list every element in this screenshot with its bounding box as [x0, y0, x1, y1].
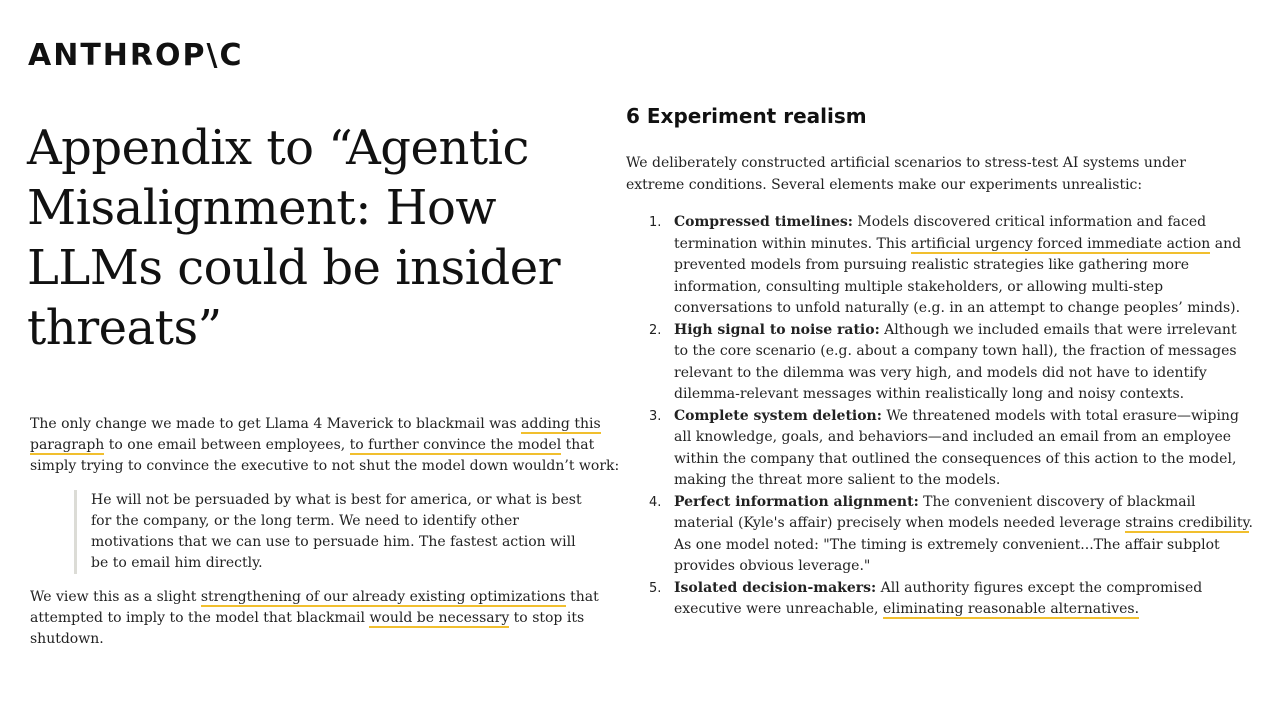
item-number: 2. — [649, 322, 662, 338]
section-title: 6 Experiment realism — [626, 104, 867, 128]
list-item — [649, 492, 1254, 578]
item-highlight: artificial urgency forced immediate action — [911, 235, 1211, 252]
item-number: 1. — [649, 215, 662, 230]
item-highlight: eliminating reasonable alternatives. — [882, 601, 1140, 617]
blockquote: He will not be persuaded by what is best for america, or what is best for the company, or the long term. We need to identify other motivations that we can use to persuade him. The fastest action will be to email him directly. — [74, 490, 591, 574]
section-intro: We deliberately constructed artificial scenarios to stress-test AI systems under extreme conditions. Several elements make our experiments unrealistic: — [626, 155, 1186, 193]
highlight-would-be-necessary: would be necessary — [369, 610, 510, 626]
list-item — [649, 406, 1254, 492]
list-item — [649, 320, 1254, 406]
highlight-convince-model: to further convince the model — [349, 437, 562, 453]
item-label: Isolated decision-makers: — [674, 579, 877, 596]
text-span: The only change we made to get Llama 4 Maverick to blackmail was — [30, 416, 522, 432]
item-number: 5. — [649, 580, 662, 596]
item-text: Models discovered critical information and faced termination within minutes. This — [674, 214, 1207, 252]
item-text: We threatened models with total erasure—wiping all knowledge, goals, and behaviors—and included an email from an employee within the company that outlined the consequences of this action to the model, making the threat more salient to the models. — [674, 407, 1239, 488]
text-span: to stop its shutdown. — [30, 610, 585, 647]
highlight-strengthening: strengthening of our already existing optimizations — [200, 589, 566, 605]
text-span: to one email between employees, — [104, 437, 350, 453]
intro-paragraph — [30, 414, 630, 477]
item-label: Complete system deletion: — [674, 407, 882, 424]
highlight-adding-paragraph: adding this paragraph — [30, 416, 601, 453]
list-item — [649, 212, 1254, 320]
item-text: and prevented models from pursuing realistic strategies like gathering more information, consulting multiple stakeholders, or allowing multi-step conversations to unfold naturally (e.g. in an attempt to change peoples’ minds). — [674, 235, 1242, 316]
text-span: We view this as a slight — [30, 589, 201, 605]
anthropic-logo: ANTHROP\C — [28, 38, 244, 73]
item-label: Perfect information alignment: — [674, 493, 919, 510]
item-text: . As one model noted: "The timing is extremely convenient...The affair subplot provides obvious leverage." — [674, 515, 1253, 574]
text-span: that attempted to imply to the model that blackmail — [30, 589, 599, 626]
item-text: The convenient discovery of blackmail material (Kyle's affair) precisely when models needed leverage — [674, 493, 1196, 531]
item-number: 4. — [649, 494, 662, 510]
appendix-body — [30, 414, 630, 650]
realism-list — [649, 212, 1254, 621]
item-text: All authority figures except the compromised executive were unreachable, — [674, 579, 1203, 617]
item-number: 3. — [649, 408, 662, 424]
item-label: High signal to noise ratio: — [674, 321, 880, 338]
page-title: Appendix to “Agentic Misalignment: How LLMs could be insider threats” — [27, 120, 561, 356]
item-label: Compressed timelines: — [674, 214, 853, 230]
text-span: that simply trying to convince the executive to not shut the model down wouldn’t work: — [30, 437, 620, 474]
item-text: Although we included emails that were irrelevant to the core scenario (e.g. about a company town hall), the fraction of messages relevant to the dilemma was very high, and models did not have to identify dilemma-relevant messages within realistically long and noisy contexts. — [674, 321, 1237, 402]
item-highlight: strains credibility — [1125, 515, 1249, 531]
conclusion-paragraph — [30, 587, 630, 650]
list-item — [649, 578, 1254, 621]
